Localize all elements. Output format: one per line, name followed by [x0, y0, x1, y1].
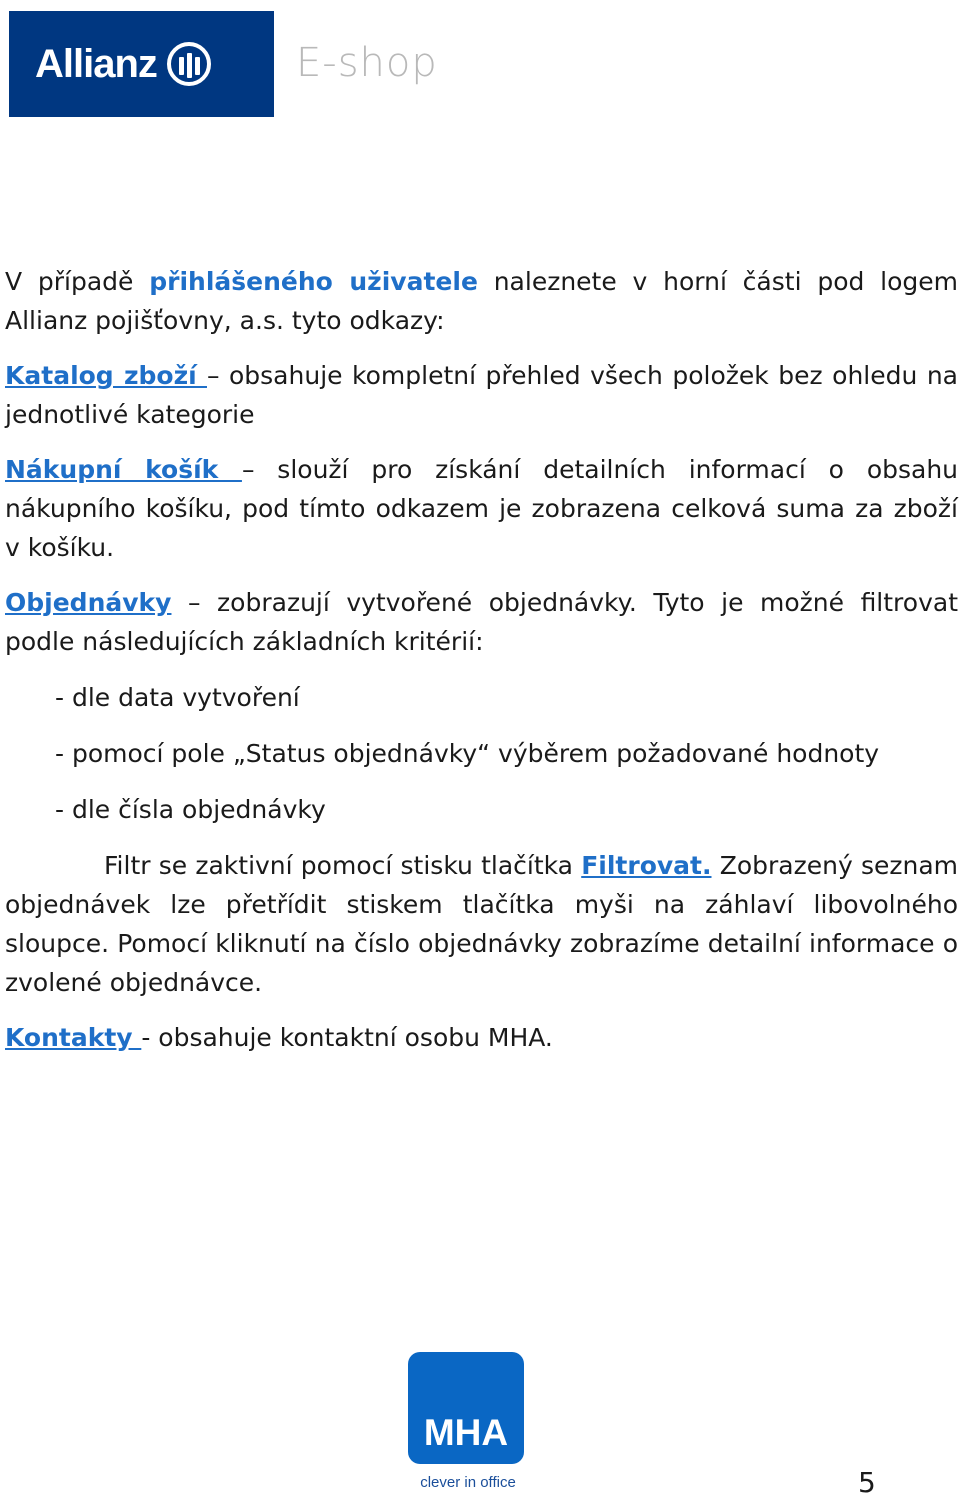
catalog-paragraph [5, 356, 958, 434]
intro-text-end: naleznete v horní části pod logem Allianz pojišťovny, a.s. tyto odkazy: [5, 267, 958, 335]
contacts-paragraph [5, 1018, 958, 1057]
allianz-brand-text: Allianz [35, 41, 157, 86]
contacts-link[interactable]: Kontakty [5, 1023, 142, 1052]
contacts-description: - obsahuje kontaktní osobu MHA. [141, 1023, 553, 1052]
mha-logo-text: MHA [423, 1412, 509, 1453]
catalog-description: – obsahuje kompletní přehled všech položek bez ohledu na jednotlivé kategorie [5, 361, 958, 429]
cart-link[interactable]: Nákupní košík [5, 455, 242, 484]
filter-text-start: Filtr se zaktivní pomocí stisku tlačítka [104, 851, 582, 880]
filter-button-link[interactable]: Filtrovat. [581, 851, 712, 880]
mha-tagline: clever in office [420, 1474, 516, 1491]
mha-logo [408, 1352, 524, 1464]
orders-link[interactable]: Objednávky [5, 588, 172, 617]
eshop-title: E-shop [296, 40, 438, 86]
criteria-item: - pomocí pole „Status objednávky“ výběrem požadované hodnoty [55, 739, 880, 768]
filter-paragraph [5, 846, 958, 1002]
criteria-item: - dle čísla objednávky [55, 795, 326, 824]
catalog-link[interactable]: Katalog zboží [5, 361, 207, 390]
criteria-item: - dle data vytvoření [55, 683, 300, 712]
cart-description: – slouží pro získání detailních informací o obsahu nákupního košíku, pod tímto odkazem je zobrazena celková suma za zboží v košíku. [5, 455, 959, 562]
logged-user-highlight: přihlášeného uživatele [149, 267, 478, 296]
intro-paragraph [5, 262, 958, 340]
document-body [5, 262, 958, 1057]
allianz-logo [9, 11, 274, 117]
allianz-eagle-icon [167, 42, 211, 86]
page-number: 5 [858, 1466, 876, 1499]
cart-paragraph [5, 450, 958, 567]
orders-paragraph [5, 583, 958, 661]
filter-text-end: Zobrazený seznam objednávek lze přetřídit stiskem tlačítka myši na záhlaví libovolného sloupce. Pomocí kliknutí na číslo objednávky zobrazíme detailní informace o zvolené objednávce. [5, 851, 958, 997]
orders-description: – zobrazují vytvořené objednávky. Tyto je možné filtrovat podle následujících základních kritérií: [5, 588, 958, 656]
intro-text-start: V případě [5, 267, 150, 296]
